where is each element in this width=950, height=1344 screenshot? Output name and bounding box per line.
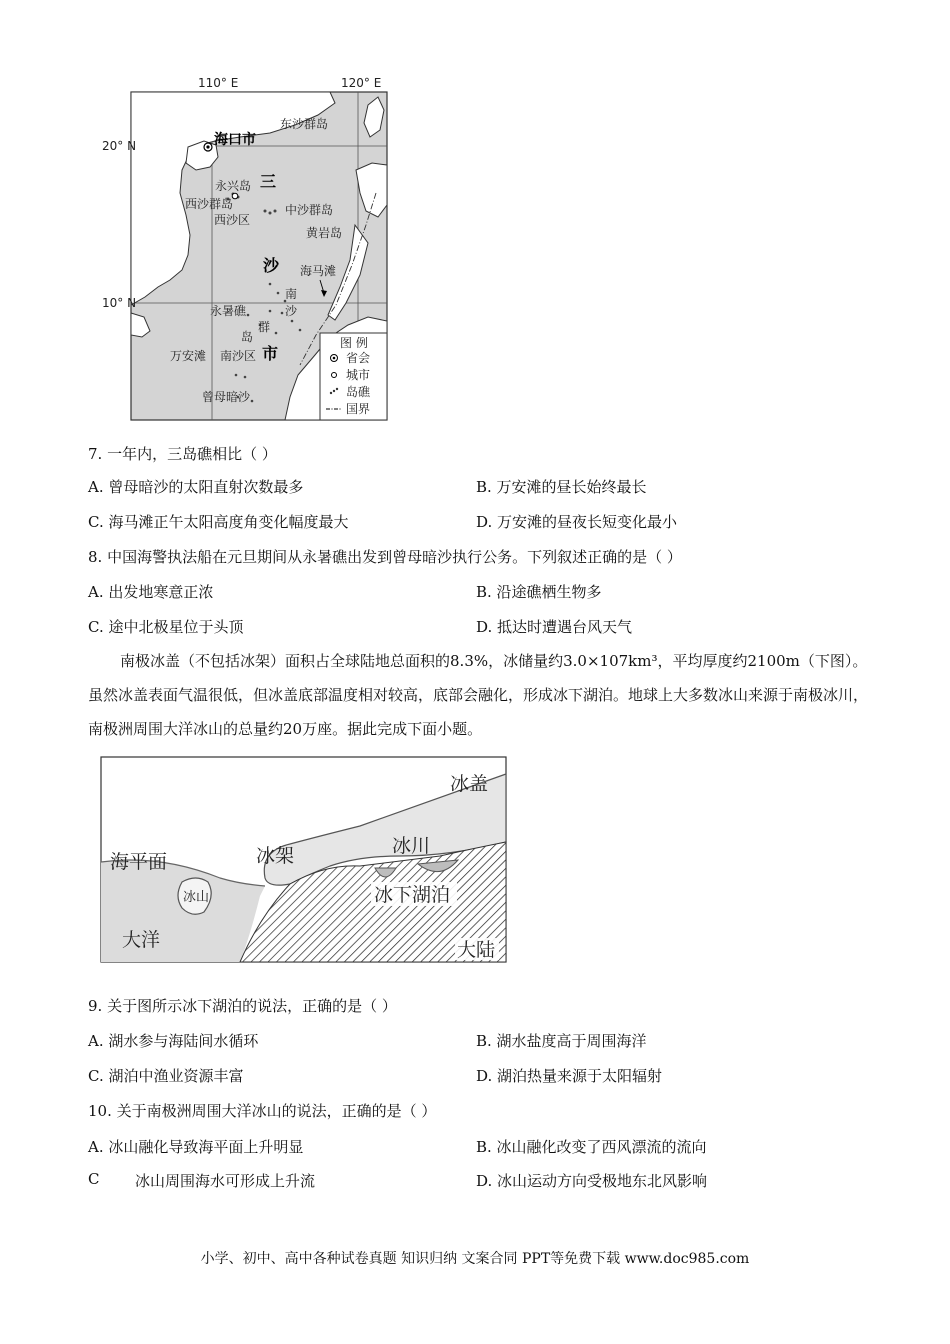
q10-option-b[interactable]: B. 冰山融化改变了西风漂流的流向 bbox=[476, 1138, 707, 1156]
q10-option-d[interactable]: D. 冰山运动方向受极地东北风影响 bbox=[476, 1172, 708, 1190]
q8-option-c[interactable]: C. 途中北极星位于头顶 bbox=[88, 618, 244, 636]
q8-option-a[interactable]: A. 出发地寒意正浓 bbox=[88, 583, 214, 601]
diagram-subglacial-lake: 冰下湖泊 bbox=[374, 884, 451, 906]
diagram-ice-shelf: 冰架 bbox=[256, 845, 295, 867]
diagram-ocean: 大洋 bbox=[122, 929, 161, 951]
diagram-ice-cap: 冰盖 bbox=[450, 773, 489, 795]
q9-option-b[interactable]: B. 湖水盐度高于周围海洋 bbox=[476, 1032, 647, 1050]
label-zhongsha: 中沙群岛 bbox=[285, 203, 334, 217]
diagram-glacier: 冰川 bbox=[392, 835, 431, 857]
map-legend bbox=[320, 333, 387, 420]
label-shi: 市 bbox=[262, 344, 279, 363]
label-yongxing: 永兴岛 bbox=[215, 179, 252, 193]
label-dongsha: 东沙群岛 bbox=[280, 117, 329, 131]
diagram-continent: 大陆 bbox=[457, 939, 496, 961]
q7-option-c[interactable]: C. 海马滩正午太阳高度角变化幅度最大 bbox=[88, 513, 349, 531]
q8-option-b[interactable]: B. 沿途礁栖生物多 bbox=[476, 583, 602, 601]
q10-option-c-letter[interactable]: C bbox=[88, 1170, 100, 1188]
q7-option-d[interactable]: D. 万安滩的昼夜长短变化最小 bbox=[476, 513, 678, 531]
q10-option-a[interactable]: A. 冰山融化导致海平面上升明显 bbox=[88, 1138, 304, 1156]
legend-title: 图 例 bbox=[340, 336, 368, 350]
label-dao: 岛 bbox=[241, 330, 254, 344]
label-nansha-qu: 南沙区 bbox=[220, 349, 257, 363]
lat-label-20: 20° N bbox=[102, 139, 137, 153]
label-haikou: 海口市 bbox=[214, 132, 256, 148]
page-footer: 小学、初中、高中各种试卷真题 知识归纳 文案合同 PPT等免费下载 www.doc985.com bbox=[200, 1251, 750, 1267]
legend-border: 国界 bbox=[346, 402, 371, 416]
label-qun: 群 bbox=[258, 320, 271, 334]
q9-option-a[interactable]: A. 湖水参与海陆间水循环 bbox=[88, 1032, 259, 1050]
label-yongshujiao: 永暑礁 bbox=[210, 304, 247, 318]
antarctic-ice-diagram bbox=[100, 756, 507, 963]
label-sha2: 沙 bbox=[285, 304, 298, 318]
q8-option-d[interactable]: D. 抵达时遭遇台风天气 bbox=[476, 618, 633, 636]
label-zengmu: 曾母暗沙 bbox=[202, 390, 251, 404]
diagram-sea-level: 海平面 bbox=[110, 851, 168, 873]
south-china-sea-map bbox=[102, 75, 395, 425]
q7-option-a[interactable]: A. 曾母暗沙的太阳直射次数最多 bbox=[88, 478, 304, 496]
label-haimatan: 海马滩 bbox=[300, 264, 337, 278]
q8-stem: 8. 中国海警执法船在元旦期间从永暑礁出发到曾母暗沙执行公务。下列叙述正确的是（ ） bbox=[88, 548, 682, 566]
lat-label-10: 10° N bbox=[102, 296, 137, 310]
label-huangyan: 黄岩岛 bbox=[306, 226, 343, 240]
label-wanantan: 万安滩 bbox=[170, 349, 207, 363]
diagram-iceberg: 冰山 bbox=[183, 890, 210, 905]
legend-reef: 岛礁 bbox=[346, 385, 371, 399]
q7-stem: 7. 一年内，三岛礁相比（ ） bbox=[88, 445, 277, 463]
lon-label-120: 120° E bbox=[341, 76, 382, 90]
label-xisha-qu: 西沙区 bbox=[214, 213, 251, 227]
passage-antarctic: 南极冰盖（不包括冰架）面积占全球陆地总面积的8.3%，冰储量约3.0×107km³，平均厚度约2100m（下图）。虽然冰盖表面气温很低，但冰盖底部温度相对较高，底部会融化，形成冰下湖泊。地球上大多数冰山来源于南极冰川，南极洲周围大洋冰山的总量约20万座。据此完成下面小题。 bbox=[88, 652, 869, 738]
q7-option-b[interactable]: B. 万安滩的昼长始终最长 bbox=[476, 478, 647, 496]
q9-stem: 9. 关于图所示冰下湖泊的说法，正确的是（ ） bbox=[88, 997, 397, 1015]
label-nan: 南 bbox=[285, 287, 298, 301]
label-sha: 沙 bbox=[263, 256, 280, 275]
legend-capital: 省会 bbox=[346, 351, 371, 365]
label-xisha-qundao: 西沙群岛 bbox=[185, 197, 234, 211]
label-san: 三 bbox=[260, 172, 277, 191]
q9-option-c[interactable]: C. 湖泊中渔业资源丰富 bbox=[88, 1067, 244, 1085]
legend-city: 城市 bbox=[346, 368, 371, 382]
q10-option-c[interactable]: 冰山周围海水可形成上升流 bbox=[135, 1172, 316, 1190]
q10-stem: 10. 关于南极洲周围大洋冰山的说法，正确的是（ ） bbox=[88, 1102, 437, 1120]
q9-option-d[interactable]: D. 湖泊热量来源于太阳辐射 bbox=[476, 1067, 663, 1085]
lon-label-110: 110° E bbox=[198, 76, 239, 90]
